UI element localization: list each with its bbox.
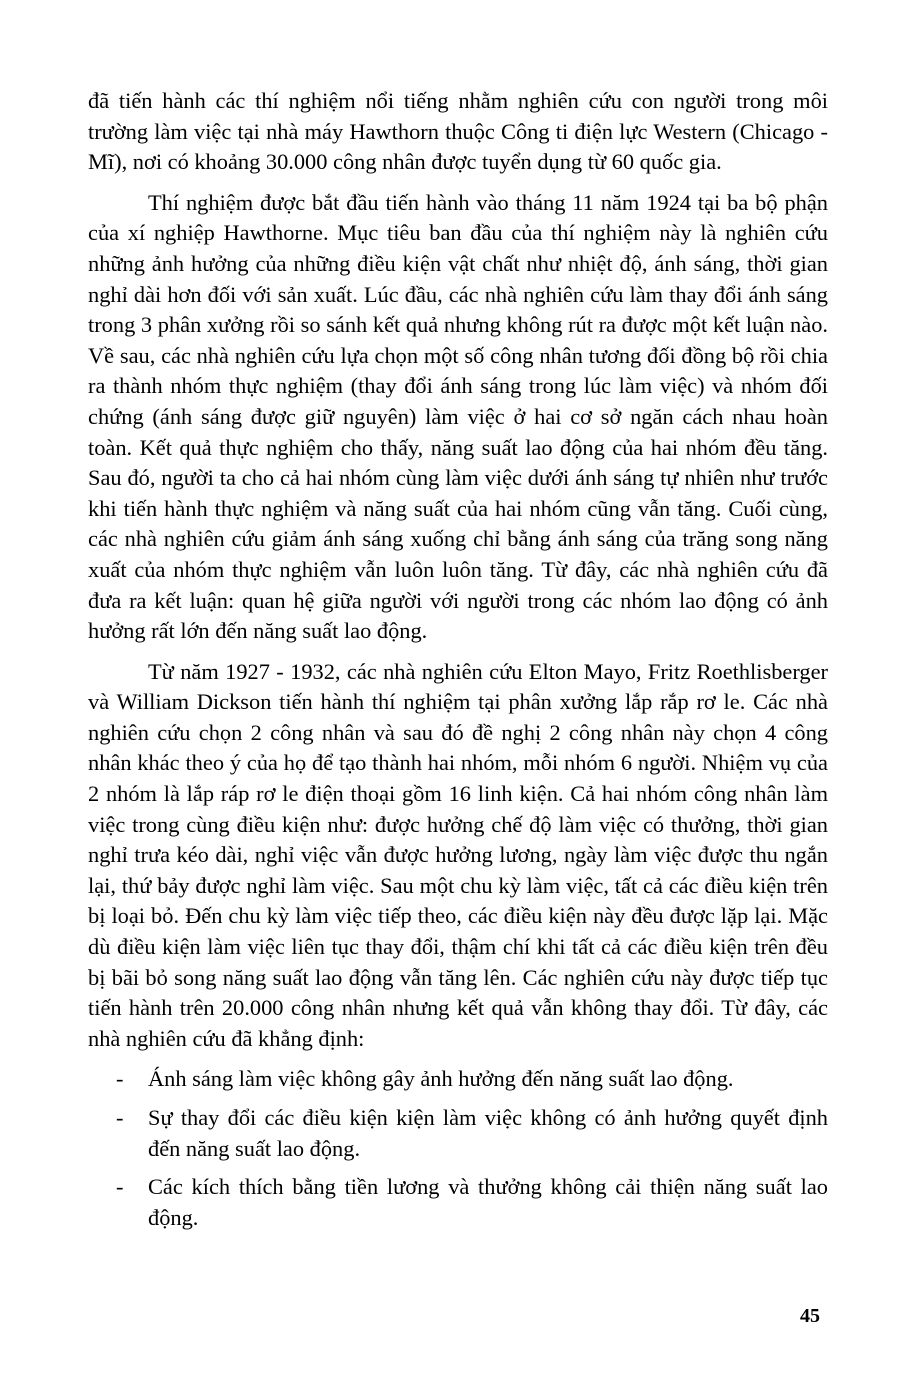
page-number: 45 [800, 1305, 820, 1327]
conclusions-list [88, 1064, 828, 1233]
list-item-text: Ánh sáng làm việc không gây ảnh hưởng đến năng suất lao động. [148, 1066, 734, 1092]
dash-bullet-icon: - [116, 1174, 124, 1200]
paragraph-hawthorne-experiment-1924: Thí nghiệm được bắt đầu tiến hành vào tháng 11 năm 1924 tại ba bộ phận của xí nghiệp Hawthorne. Mục tiêu ban đầu của thí nghiệm này là nghiên cứu những ảnh hưởng của những điều kiện vật chất như nhiệt độ, ánh sáng, thời gian nghỉ dài hơn đối với sản xuất. Lúc đầu, các nhà nghiên cứu làm thay đổi ánh sáng trong 3 phân xưởng rồi so sánh kết quả nhưng không rút ra được một kết luận nào. Về sau, các nhà nghiên cứu lựa chọn một số công nhân tương đối đồng bộ rồi chia ra thành nhóm thực nghiệm (thay đổi ánh sáng trong lúc làm việc) và nhóm đối chứng (ánh sáng được giữ nguyên) làm việc ở hai cơ sở ngăn cách nhau hoàn toàn. Kết quả thực nghiệm cho thấy, năng suất lao động của hai nhóm đều tăng. Sau đó, người ta cho cả hai nhóm cùng làm việc dưới ánh sáng tự nhiên như trước khi tiến hành thực nghiệm và năng suất của hai nhóm cũng vẫn tăng. Cuối cùng, các nhà nghiên cứu giảm ánh sáng xuống chỉ bằng ánh sáng của trăng song năng xuất của nhóm thực nghiệm vẫn luôn luôn tăng. Từ đây, các nhà nghiên cứu đã đưa ra kết luận: quan hệ giữa người với người trong các nhóm lao động có ảnh hưởng rất lớn đến năng suất lao động. [88, 189, 828, 644]
page-body [88, 86, 828, 1241]
list-item-text: Sự thay đổi các điều kiện kiện làm việc không có ảnh hưởng quyết định đến năng suất lao động. [148, 1105, 828, 1161]
list-item [88, 1064, 828, 1095]
dash-bullet-icon: - [116, 1105, 124, 1130]
paragraph-relay-assembly-experiment: Từ năm 1927 - 1932, các nhà nghiên cứu Elton Mayo, Fritz Roethlisberger và William Dickson tiến hành thí nghiệm tại phân xưởng lắp rắp rơ le. Các nhà nghiên cứu chọn 2 công nhân và sau đó đề nghị 2 công nhân này chọn 4 công nhân khác theo ý của họ để tạo thành hai nhóm, mỗi nhóm 6 người. Nhiệm vụ của 2 nhóm là lắp ráp rơ le điện thoại gồm 16 linh kiện. Cả hai nhóm công nhân làm việc trong cùng điều kiện như: được hưởng chế độ làm việc có thưởng, thời gian nghỉ trưa kéo dài, nghỉ việc vẫn được hưởng lương, ngày làm việc được thu ngắn lại, thứ bảy được nghỉ làm việc. Sau một chu kỳ làm việc, tất cả các điều kiện trên bị loại bỏ. Đến chu kỳ làm việc tiếp theo, các điều kiện này đều được lặp lại. Mặc dù điều kiện làm việc liên tục thay đổi, thậm chí khi tất cả các điều kiện trên đều bị bãi bỏ song năng suất lao động vẫn tăng lên. Các nghiên cứu này được tiếp tục tiến hành trên 20.000 công nhân nhưng kết quả vẫn không thay đổi. Từ đây, các nhà nghiên cứu đã khẳng định: [88, 658, 828, 1051]
paragraph-continuation: đã tiến hành các thí nghiệm nổi tiếng nhằm nghiên cứu con người trong môi trường làm việc tại nhà máy Hawthorn thuộc Công ti điện lực Western (Chicago - Mĩ), nơi có khoảng 30.000 công nhân được tuyển dụng từ 60 quốc gia. [88, 88, 828, 175]
list-item-text: Các kích thích bằng tiền lương và thưởng không cải thiện năng suất lao động. [148, 1174, 828, 1230]
list-item [88, 1103, 828, 1164]
list-item [88, 1172, 828, 1233]
dash-bullet-icon: - [116, 1066, 124, 1092]
